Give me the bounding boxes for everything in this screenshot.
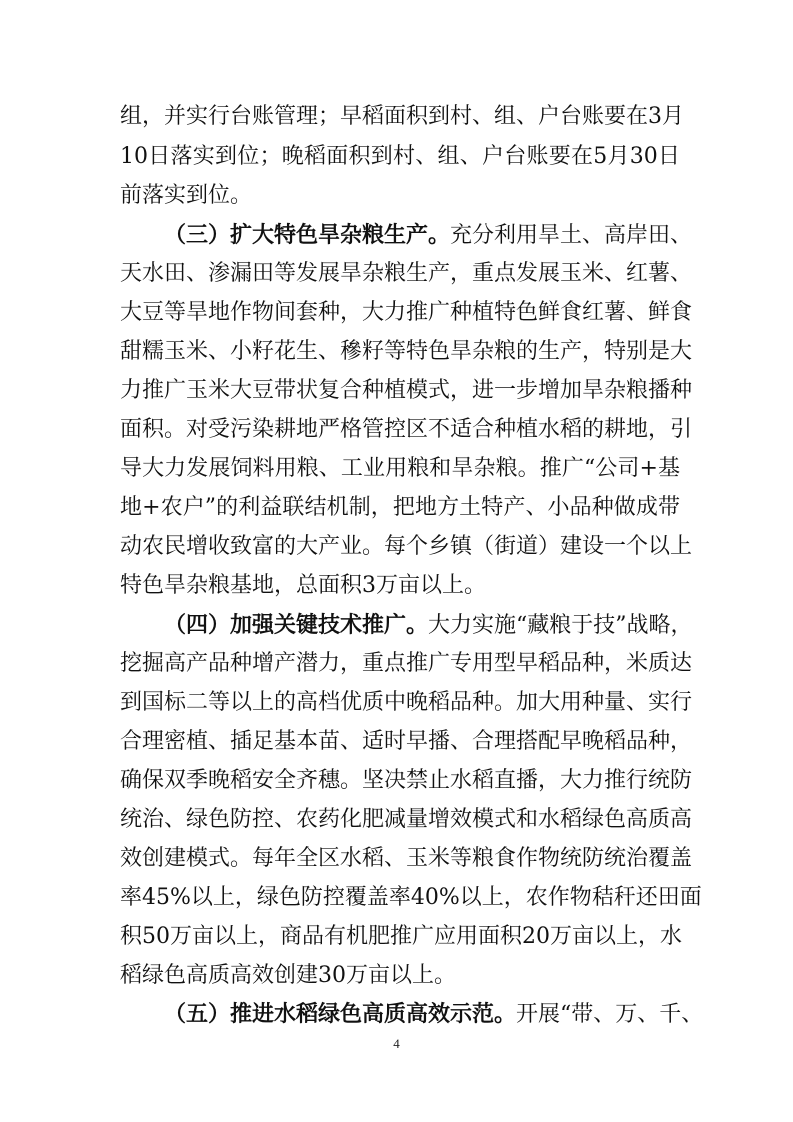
page-number: 4	[393, 1036, 400, 1051]
line-text: 大力实施“藏粮于技”战略，	[428, 613, 693, 638]
text-line	[120, 572, 680, 600]
line-text: 动农民增收致富的大产业。每个乡镇（街道）建设一个以上	[120, 534, 693, 559]
section-heading: （三）扩大特色旱杂粮生产。	[164, 223, 451, 248]
text-line	[120, 182, 680, 210]
line-text: 天水田、渗漏田等发展旱杂粮生产，重点发展玉米、红薯、	[120, 261, 693, 286]
text-line	[120, 728, 693, 756]
line-text: 组，并实行台账管理；早稻面积到村、组、户台账要在3月	[120, 104, 684, 129]
text-line	[120, 884, 702, 912]
line-text: 稻绿色高质高效创建30万亩以上。	[120, 963, 456, 988]
text-line	[120, 650, 693, 678]
text-line	[120, 845, 693, 873]
line-text: 开展“带、万、千、	[516, 1002, 704, 1027]
line-text: 统治、绿色防控、农药化肥减量增效模式和水稻绿色高质高	[120, 807, 693, 832]
line-text: 大豆等旱地作物间套种，大力推广种植特色鲜食红薯、鲜食	[120, 300, 693, 325]
text-line	[120, 260, 693, 288]
text-line	[120, 377, 693, 405]
text-line	[120, 923, 680, 951]
line-text: 特色旱杂粮基地，总面积3万亩以上。	[120, 573, 486, 598]
text-line	[120, 689, 693, 717]
text-line	[164, 1001, 704, 1029]
text-line	[120, 767, 693, 795]
line-text: 充分利用旱土、高岸田、	[450, 223, 693, 248]
line-text: 前落实到位。	[120, 183, 253, 208]
text-line	[120, 338, 693, 366]
line-text: 10日落实到位；晚稻面积到村、组、户台账要在5月30日	[120, 144, 680, 169]
text-line	[120, 533, 693, 561]
text-line	[120, 416, 693, 444]
line-text: 效创建模式。每年全区水稻、玉米等粮食作物统防统治覆盖	[120, 846, 693, 871]
line-text: 面积。对受污染耕地严格管控区不适合种植水稻的耕地，引	[120, 417, 693, 442]
line-text: 确保双季晚稻安全齐穗。坚决禁止水稻直播，大力推行统防	[120, 768, 693, 793]
line-text: 积50万亩以上，商品有机肥推广应用面积20万亩以上，水	[120, 924, 682, 949]
text-line	[120, 494, 680, 522]
line-text: 甜糯玉米、小籽花生、穇籽等特色旱杂粮的生产，特别是大	[120, 339, 693, 364]
text-line	[164, 612, 693, 640]
line-text: 力推广玉米大豆带状复合种植模式，进一步增加旱杂粮播种	[120, 378, 693, 403]
text-line	[120, 299, 693, 327]
text-line	[120, 143, 680, 171]
text-line	[120, 455, 680, 483]
line-text: 率45%以上，绿色防控覆盖率40%以上，农作物秸秆还田面	[120, 885, 702, 910]
text-line	[120, 103, 684, 131]
line-text: 地+农户”的利益联结机制，把地方土特产、小品种做成带	[120, 495, 680, 520]
line-text: 合理密植、插足基本苗、适时早播、合理搭配早晚稻品种，	[120, 729, 693, 754]
line-text: 到国标二等以上的高档优质中晚稻品种。加大用种量、实行	[120, 690, 693, 715]
line-text: 导大力发展饲料用粮、工业用粮和旱杂粮。推广“公司+基	[120, 456, 680, 481]
line-text: 挖掘高产品种增产潜力，重点推广专用型早稻品种，米质达	[120, 651, 693, 676]
text-line	[120, 806, 693, 834]
text-line	[164, 222, 693, 250]
text-line	[120, 962, 680, 990]
section-heading: （五）推进水稻绿色高质高效示范。	[164, 1002, 517, 1027]
section-heading: （四）加强关键技术推广。	[164, 613, 429, 638]
